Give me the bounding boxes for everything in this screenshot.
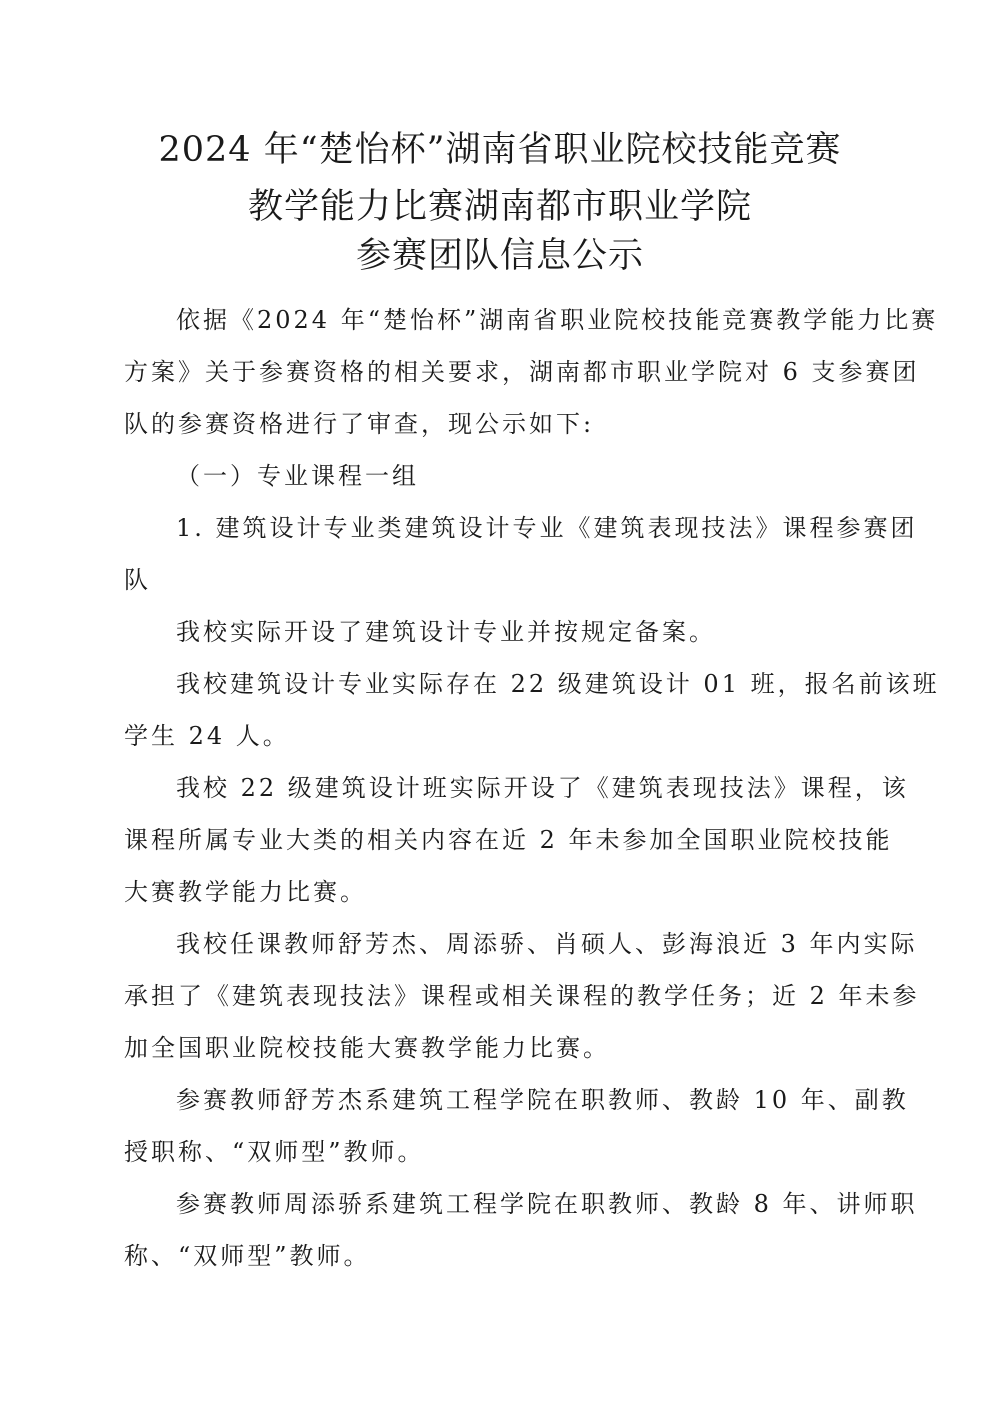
document-title-line-2: 教学能力比赛湖南都市职业学院 [247,187,752,227]
paragraph-teachers-line-1: 我校任课教师舒芳杰、周添骄、肖硕人、彭海浪近 3 年内实际 [176,930,918,958]
paragraph-class-line-2: 学生 24 人。 [124,722,290,750]
paragraph-teachers-line-2: 承担了《建筑表现技法》课程或相关课程的教学任务；近 2 年未参 [124,982,920,1010]
document-title-line-3: 参赛团队信息公示 [355,236,644,276]
paragraph-intro-line-2: 方案》关于参赛资格的相关要求，湖南都市职业学院对 6 支参赛团 [124,358,920,386]
paragraph-class-line-1: 我校建筑设计专业实际存在 22 级建筑设计 01 班，报名前该班 [176,670,940,698]
paragraph-course-line-1: 我校 22 级建筑设计班实际开设了《建筑表现技法》课程，该 [176,774,909,802]
paragraph-course-line-2: 课程所属专业大类的相关内容在近 2 年未参加全国职业院校技能 [124,826,893,854]
section-heading: （一）专业课程一组 [176,462,419,490]
paragraph-intro-line-3: 队的参赛资格进行了审查，现公示如下: [124,410,595,438]
paragraph-teacher-zhou-line-1: 参赛教师周添骄系建筑工程学院在职教师、教龄 8 年、讲师职 [176,1190,918,1218]
document-title-line-1: 2024 年“楚怡杯”湖南省职业院校技能竞赛 [158,130,842,170]
paragraph-teacher-shu-line-2: 授职称、“双师型”教师。 [124,1138,425,1166]
paragraph-course-line-3: 大赛教学能力比赛。 [124,878,367,906]
paragraph-teacher-shu-line-1: 参赛教师舒芳杰系建筑工程学院在职教师、教龄 10 年、副教 [176,1086,909,1114]
item-heading-line-2: 队 [124,566,151,594]
item-heading-line-1: 1. 建筑设计专业类建筑设计专业《建筑表现技法》课程参赛团 [176,514,918,542]
paragraph-teachers-line-3: 加全国职业院校技能大赛教学能力比赛。 [124,1034,610,1062]
paragraph-major-setup: 我校实际开设了建筑设计专业并按规定备案。 [176,618,716,646]
paragraph-teacher-zhou-line-2: 称、“双师型”教师。 [124,1242,371,1270]
paragraph-intro-line-1: 依据《2024 年“楚怡杯”湖南省职业院校技能竞赛教学能力比赛 [176,306,939,334]
